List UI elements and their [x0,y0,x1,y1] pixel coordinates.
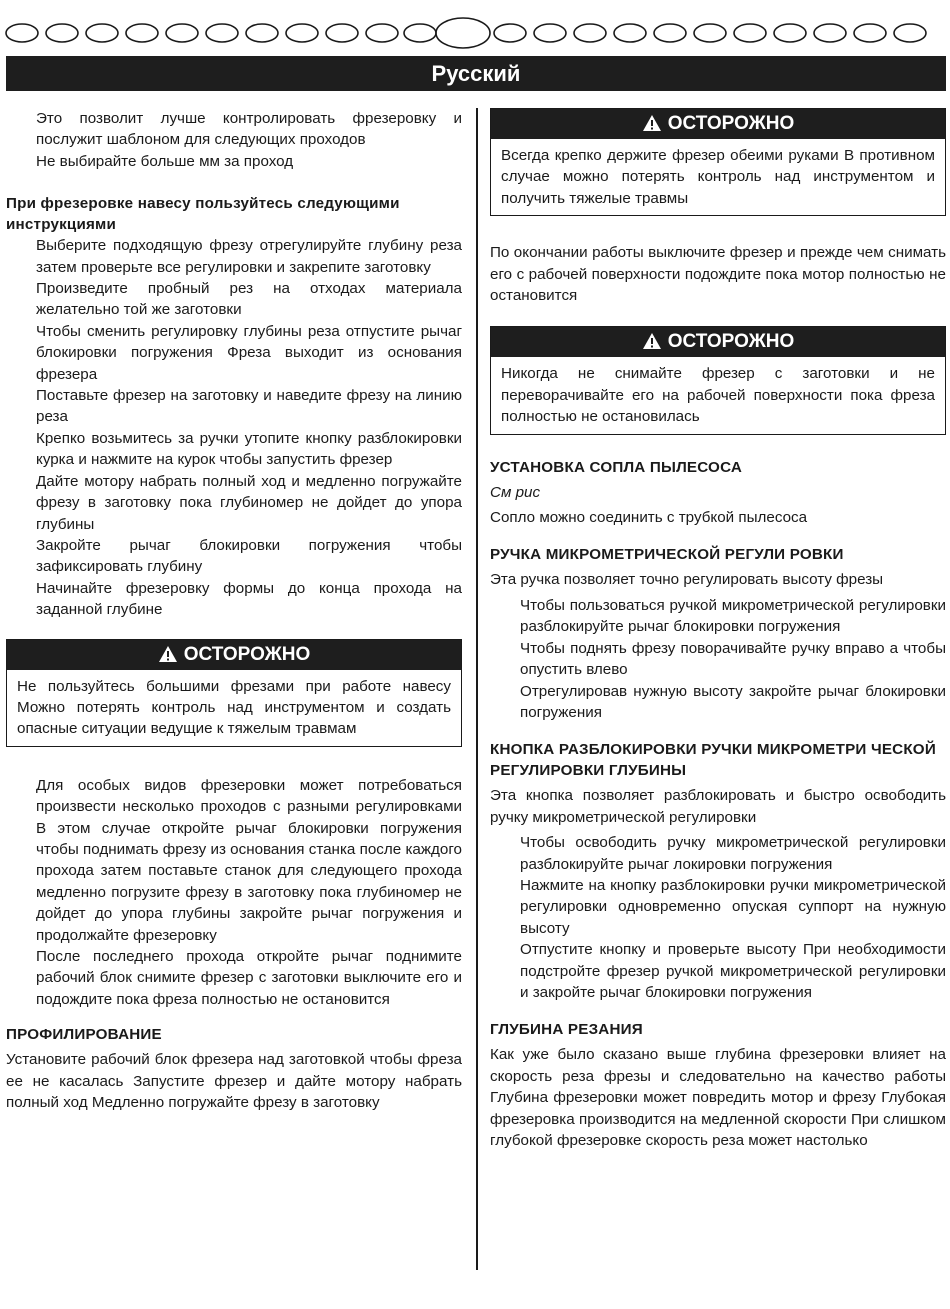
paragraph: Установите рабочий блок фрезера над заготовкой чтобы фреза ее не касалась Запустите фрезер и дайте мотору набрать полный ход Медленно погружайте фрезу в заготовку [6,1051,462,1112]
section-title-micro-knob: РУЧКА МИКРОМЕТРИЧЕСКОЙ РЕГУЛИ РОВКИ [490,546,844,564]
left-column [6,108,462,1113]
warning-text [491,357,945,433]
warning-box [6,639,462,747]
warning-header [491,327,945,357]
warning-body: Не пользуйтесь большими фрезами при работе навесу Можно потерять контроль над инструментом и создать опасные ситуации ведущие к тяжелым травмам [17,677,451,738]
language-tab-ovals [0,16,950,50]
intro-paragraph: Не выбирайте больше мм за проход [36,152,294,170]
list-item: Дайте мотору набрать полный ход и медленно погружайте фрезу в заготовку пока глубиномер не дойдет до упора глубины [36,472,462,533]
warning-title: ОСТОРОЖНО [667,113,795,134]
list-item: Начинайте фрезеровку формы до конца прохода на заданной глубине [36,579,462,619]
list-item: Выберите подходящую фрезу отрегулируйте глубину реза затем проверьте все регулировки и закрепите заготовку [36,237,462,276]
warning-header [7,640,461,670]
list-item: Крепко возьмитесь за ручки утопите кнопку разблокировки курка и нажмите на курок чтобы запустить фрезер [36,429,462,469]
warning-text [7,670,461,746]
list-item: Закройте рычаг блокировки погружения чтобы зафиксировать глубину [36,536,462,576]
section-title-profiling: ПРОФИЛИРОВАНИЕ [6,1026,162,1044]
section-title-cut-depth: ГЛУБИНА РЕЗАНИЯ [490,1021,643,1039]
paragraph: Как уже было сказано выше глубина фрезеровки влияет на скорость реза фрезы и следовательно на качество работы Глубина фрезеровки может повредить мотор и фрезу Глубокая фрезеровка производится на медленной скорости При слишком глубокой фрезеровке скорость реза может настолько [490,1046,946,1149]
warning-title: ОСТОРОЖНО [183,643,311,665]
right-column [490,108,946,1151]
warning-body: Всегда крепко держите фрезер обеими руками В противном случае можно потерять контроль над инструментом и получить тяжелые травмы [501,147,935,207]
paragraph: Для особых видов фрезеровки может потребоваться произвести несколько проходов с разными регулировками В этом случае откройте рычаг блокировки погружения чтобы поднимать фрезу из основания станка после каждого прохода затем поставьте станок для следующего прохода медленно погрузите фрезу в заготовку пока глубиномер не дойдет до упора глубины закройте рычаг погружения и продолжайте фрезеровку [36,776,462,944]
warning-box [490,326,946,434]
list-item: Чтобы пользоваться ручкой микрометрической регулировки разблокируйте рычаг блокировки погружения [520,596,946,636]
list-item: Отрегулировав нужную высоту закройте рычаг блокировки погружения [520,682,946,721]
column-divider [476,108,478,1270]
paragraph: Сопло можно соединить с трубкой пылесоса [490,509,808,527]
paragraph: Эта кнопка позволяет разблокировать и быстро освободить ручку микрометрической регулировки [490,787,946,826]
warning-title: ОСТОРОЖНО [667,331,795,353]
list-item: Чтобы поднять фрезу поворачивайте ручку вправо а чтобы опустить влево [520,639,946,679]
warning-triangle-icon [158,645,178,663]
list-item: Чтобы освободить ручку микрометрической регулировки разблокируйте рычаг локировки погружения [520,834,946,873]
section-title-overhead: При фрезеровке навесу пользуйтесь следующими инструкциями [6,195,400,234]
paragraph: Эта ручка позволяет точно регулировать высоту фрезы [490,571,884,589]
section-title-release-button: КНОПКА РАЗБЛОКИРОВКИ РУЧКИ МИКРОМЕТРИ ЧЕСКОЙ РЕГУЛИРОВКИ ГЛУБИНЫ [490,741,936,780]
paragraph: После последнего прохода откройте рычаг поднимите рабочий блок снимите фрезер с заготовки выключите его и подождите пока фреза полностью не остановится [36,948,462,1008]
paragraph: По окончании работы выключите фрезер и прежде чем снимать его с рабочей поверхности подождите пока мотор полностью не остановится [490,244,946,305]
warning-text [491,139,945,215]
section-title-vacuum: УСТАНОВКА СОПЛА ПЫЛЕСОСА [490,458,743,476]
figure-reference: См рис [490,483,541,501]
warning-header [491,109,945,139]
list-item: Отпустите кнопку и проверьте высоту При необходимости подстройте фрезер ручкой микрометрической регулировки и закройте рычаг блокировки погружения [520,941,946,1001]
warning-triangle-icon [642,332,662,350]
warning-triangle-icon [642,114,662,132]
language-header: Русский [6,56,946,91]
list-item: Поставьте фрезер на заготовку и наведите фрезу на линию реза [36,387,462,426]
warning-box [490,108,946,216]
list-item: Чтобы сменить регулировку глубины реза отпустите рычаг блокировки погружения Фреза выходит из основания фрезера [36,322,462,383]
intro-paragraph: Это позволит лучше контролировать фрезеровку и послужит шаблоном для следующих проходов [36,110,462,149]
list-item: Произведите пробный рез на отходах материала желательно той же заготовки [36,280,462,319]
list-item: Нажмите на кнопку разблокировки ручки микрометрической регулировки одновременно опуская суппорт на нужную высоту [520,876,946,937]
warning-body: Никогда не снимайте фрезер с заготовки и не переворачивайте его на рабочей поверхности пока фреза полностью не остановилась [501,365,935,426]
